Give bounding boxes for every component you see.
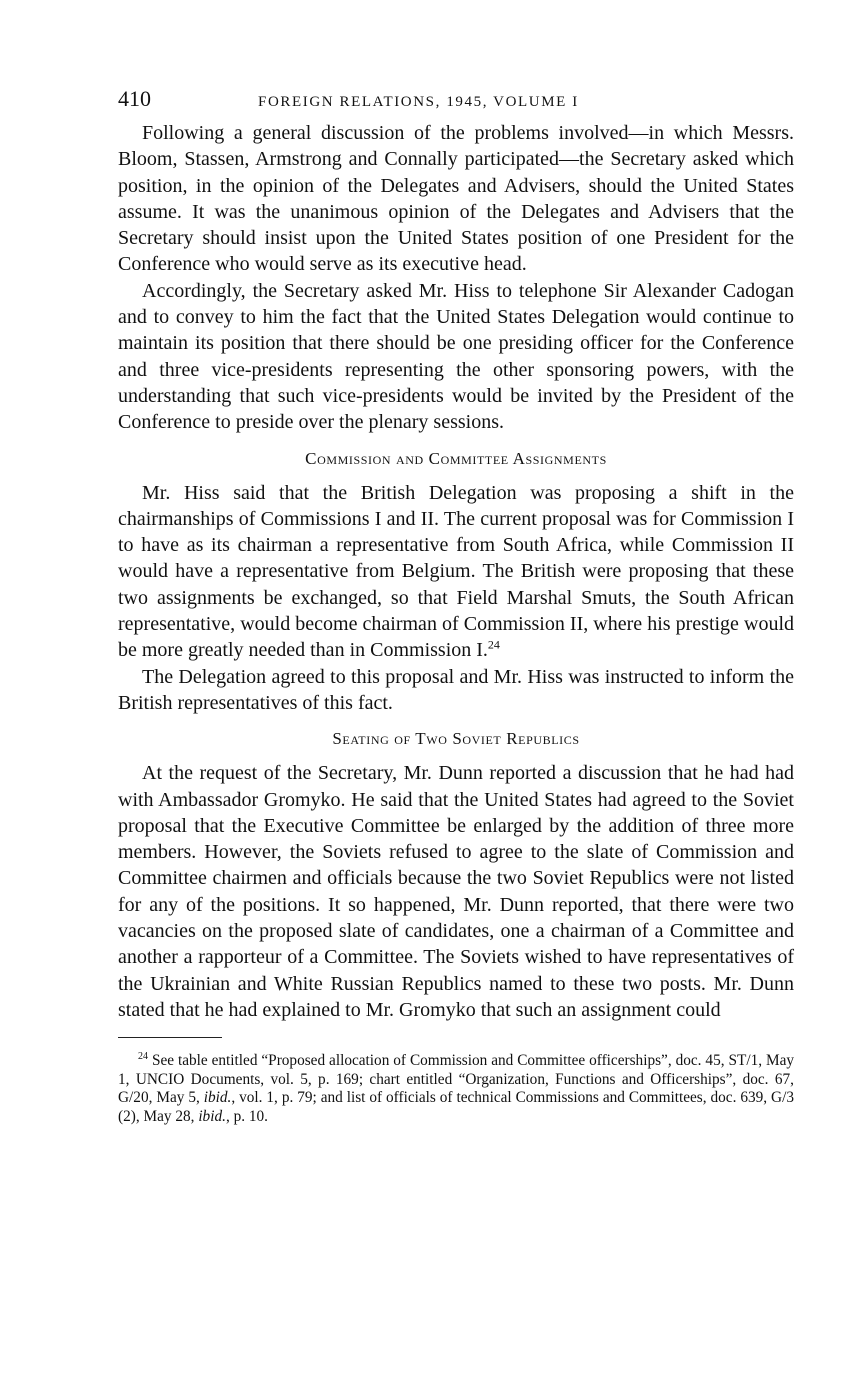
paragraph: Following a general discussion of the problems involved—in which Messrs. Bloom, Stassen, Armstrong and Connally participated—the Secretary asked which position, in the opinion of the Delegates and Advisers, should the United States assume. It was the unanimous opinion of the Delegates and Advisers that the Secretary should insist upon the United States position of one President for the Conference who would serve as its executive head. (118, 122, 794, 276)
footnote-ibid: ibid. (203, 1089, 232, 1107)
footnote-text: , vol. 1, p. 79; and list of officials of technical Commissions and Committees, doc. 639, G/3 (2), May 28, (118, 1089, 794, 1125)
paragraph: Accordingly, the Secretary asked Mr. Hiss to telephone Sir Alexander Cadogan and to convey to him the fact that the United States Delegation would continue to maintain its position that there should be one presiding officer for the Conference and three vice-presidents representing the other sponsoring powers, with the understanding that such vice-presidents would be invited by the President of the Conference to preside over the plenary sessions. (118, 279, 794, 434)
paragraph: The Delegation agreed to this proposal and Mr. Hiss was instructed to inform the British representatives of this fact. (118, 665, 794, 714)
section-heading-commission-assignments: Commission and Committee Assignments (305, 448, 607, 468)
page-number: 410 (118, 86, 151, 111)
body-text (118, 120, 794, 1023)
footnote-text: See table entitled “Proposed allocation of Commission and Committee officerships”, doc. 45, ST/1, May 1, UNCIO Documents, vol. 5, p. 169; chart entitled “Organization, Functions and Officerships”, doc. 67, G/20, May 5, (118, 1052, 795, 1107)
footnote (118, 1052, 794, 1126)
running-head (118, 86, 794, 120)
paragraph-text: Mr. Hiss said that the British Delegation was proposing a shift in the chairmanships of Commissions I and II. The current proposal was for Commission I to have as its chairman a representative from South Africa, while Commission II would have a representative from Belgium. The British were proposing that these two assignments be exchanged, so that Field Marshal Smuts, the South African representative, would become chairman of Commission II, where his prestige would be more greatly needed than in Commission I. (118, 481, 794, 662)
footnote-divider (118, 1037, 222, 1038)
footnote-number: 24 (138, 1051, 148, 1063)
running-title: FOREIGN RELATIONS, 1945, VOLUME I (258, 94, 579, 110)
footnote-text: , p. 10. (225, 1107, 269, 1125)
document-page (118, 86, 794, 1127)
paragraph (118, 480, 794, 664)
footnote-ibid: ibid. (198, 1107, 226, 1125)
footnote-reference: 24 (487, 637, 500, 652)
paragraph: At the request of the Secretary, Mr. Dunn reported a discussion that he had had with Ambassador Gromyko. He said that the United States had agreed to the Soviet proposal that the Executive Committee be enlarged by the addition of three more members. However, the Soviets refused to agree to the slate of Commission and Committee chairmen and officials because the two Soviet Republics were not listed for any of the positions. It so happened, Mr. Dunn reported, that there were two vacancies on the proposed slate of candidates, one a chairman of a Committee and another a rapporteur of a Committee. The Soviets wished to have representatives of the Ukrainian and White Russian Republics named to these two posts. Mr. Dunn stated that he had explained to Mr. Gromyko that such an assignment could (118, 762, 794, 1021)
section-heading-soviet-republics: Seating of Two Soviet Republics (332, 729, 580, 749)
